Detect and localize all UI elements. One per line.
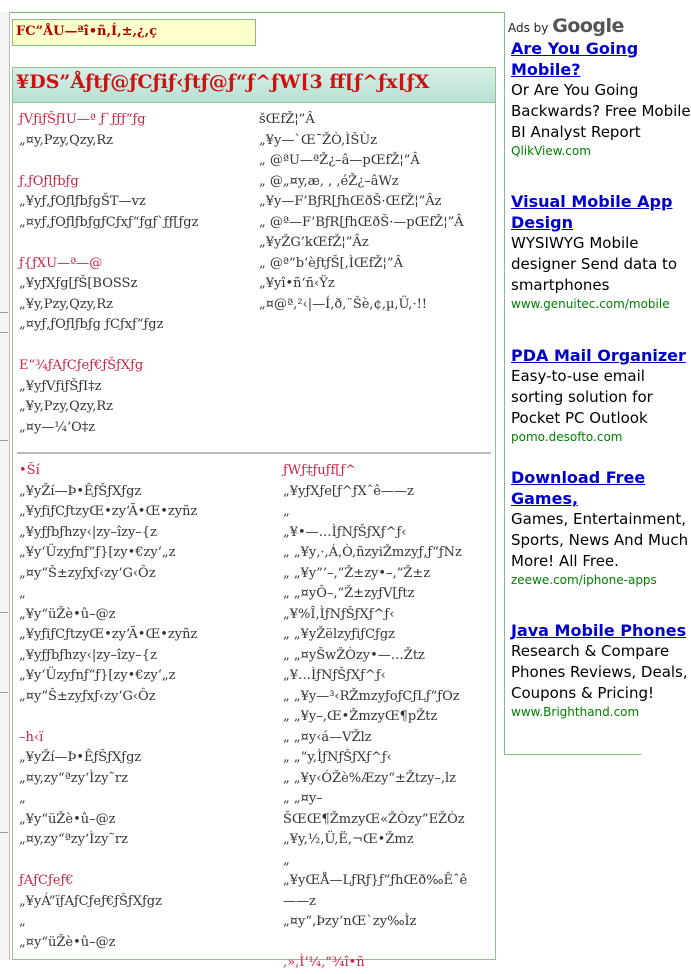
section-heading: E“¾ƒAƒCƒeƒ€ƒŠƒXƒg <box>19 358 144 373</box>
menu-link[interactable]: „¤yƒ,ƒOƒlƒbƒgƒCƒxƒ“ƒgƒ`ƒƒ[ƒgz <box>19 214 199 230</box>
menu-link[interactable]: „¤@ª,²‹|—Í,ð,¨Šè,¢,µ,Ü,·!! <box>259 296 428 312</box>
ad-body-text: Or Are You Going Backwards? Free Mobile BI Analyst Report <box>511 81 691 141</box>
ad-sidebar <box>504 12 691 755</box>
ad-block[interactable] <box>511 467 691 588</box>
menu-link[interactable]: „¥yƒiƒCƒtzyŒ•zy‘Ã•Œ•zyñz <box>19 627 198 642</box>
menu-link[interactable]: „¥yƒƒbƒhzy‹|zy–îzy–{z <box>19 524 157 540</box>
menu-link[interactable]: „ „¤yÔ–‚“Ž±zyƒV[ƒtz <box>283 586 415 601</box>
ads-by-google[interactable] <box>508 15 624 37</box>
menu-link[interactable]: „¥yŒÅ—LƒRƒ}ƒ“ƒhŒð‰Êˆê <box>283 873 468 888</box>
section-heading: ,»,Ì‘¼,“¾î•ñ <box>283 955 365 970</box>
menu-link[interactable]: „¤y—¼‘O‡z <box>19 419 96 435</box>
spacer <box>19 233 198 254</box>
google-logo-text: Google <box>552 15 624 37</box>
menu-link[interactable]: „¤yƒ,ƒOƒlƒbƒg ƒCƒxƒ“ƒgz <box>19 317 164 332</box>
menu-link[interactable]: „ <box>19 586 26 601</box>
ad-body-text: Research & Compare Phones Reviews, Deals, Coupons & Pricing! <box>511 642 688 702</box>
strip-divider <box>0 612 8 613</box>
panel-header: ¥DS”Åƒtƒ@ƒCƒiƒ‹ƒtƒ@ƒ“ƒ^ƒW[3 ff[ƒ^ƒx[ƒX <box>13 68 495 103</box>
menu-link[interactable]: „ „“y,ÌƒNƒŠƒXƒ^ƒ‹ <box>283 750 392 765</box>
menu-link[interactable]: „ <box>283 504 290 519</box>
menu-link[interactable]: „¥•—…ÌƒNƒŠƒXƒ^ƒ‹ <box>283 524 407 540</box>
site-title-text[interactable]: FC”ÅU—ªî•ñ,Í,±,¿,ç <box>16 24 158 39</box>
menu-link[interactable]: „¥y“üŽè•û–@z <box>19 606 116 622</box>
spacer <box>19 151 198 172</box>
menu-link[interactable]: „ <box>283 852 290 868</box>
menu-link[interactable]: „ <box>19 791 26 806</box>
ad-block[interactable] <box>511 191 691 312</box>
menu-link[interactable]: „¥%Î‚ÌƒNƒŠƒXƒ^ƒ‹ <box>283 606 395 622</box>
menu-link[interactable]: „¥y,Pzy,Qzy,Rz <box>19 296 113 312</box>
menu-link[interactable]: „¥yî•ñ‘ñ‹Ÿz <box>259 276 335 291</box>
menu-link[interactable]: „ „¥y–‚Œ•ŽmzyŒ¶pŽtz <box>283 709 438 724</box>
menu-link[interactable]: „ @ª“b‘èƒtƒŠ[,ÌŒfŽ¦”Â <box>259 255 403 271</box>
left-scroll-strip[interactable] <box>0 12 10 960</box>
ad-body-text: WYSIWYG Mobile designer Send data to smartphones <box>511 234 678 294</box>
strip-divider <box>0 312 8 313</box>
menu-link[interactable]: „¤y“‚Þzy‘nŒ`zy‰Ìz <box>283 914 417 929</box>
ad-url-link[interactable]: pomo.desofto.com <box>511 430 623 444</box>
ads-by-label: Ads by <box>508 21 549 35</box>
menu-link[interactable]: „ <box>19 914 26 929</box>
menu-link[interactable]: „ „¤y– <box>283 791 323 806</box>
menu-link[interactable]: „¥y“üŽè•û–@z <box>19 811 116 827</box>
menu-link[interactable]: „¥…ÌƒNƒŠƒXƒ^ƒ‹ <box>283 668 386 683</box>
menu-link[interactable]: „¥y,½,Ü,Ë,¬Œ•Žmz <box>283 832 414 847</box>
menu-link[interactable]: „ @„¤y,æ, , ,éŽ¿–âWz <box>259 173 399 189</box>
menu-link[interactable]: „¥y‘Üzyƒnƒ“ƒ}[zy•€zy‘„z <box>19 545 176 560</box>
menu-link[interactable]: „¥yƒVƒiƒŠƒI‡z <box>19 378 102 394</box>
menu-link[interactable]: „¥yŽG’kŒfŽ¦”Âz <box>259 235 369 250</box>
site-title-box[interactable] <box>12 19 256 46</box>
ad-title-link[interactable]: Are You Going Mobile? <box>511 39 639 79</box>
ad-title-link[interactable]: Download Free Games, <box>511 468 646 508</box>
menu-column-right-bottom <box>283 461 467 974</box>
spacer <box>19 707 197 728</box>
menu-link[interactable]: „¤y“Š±zyƒxƒ‹zy‘G‹Ôz <box>19 565 156 581</box>
section-heading: •Ší <box>19 463 40 478</box>
menu-link[interactable]: ——z <box>283 893 316 909</box>
spacer <box>19 336 198 357</box>
menu-link[interactable]: „¤y“Š±zyƒxƒ‹zy‘G‹Ôz <box>19 688 156 704</box>
menu-link[interactable]: „ „¥y‚·,Á,Ò,ñzyiŽmzyƒ,ƒ“ƒNz <box>283 545 462 560</box>
spacer <box>283 933 467 954</box>
section-heading: ƒ{ƒXU—ª—@ <box>19 255 103 271</box>
menu-link[interactable]: „ „¤y‹á—VŽlz <box>283 729 372 745</box>
menu-link[interactable]: „ „¥y‹ÓŽè%Æzy“±Žtzy–‚lz <box>283 770 456 786</box>
menu-link[interactable]: „ „¤yŠwŽÒzy•—…Žtz <box>283 647 425 663</box>
ad-body-text: Games, Entertainment, Sports, News And Much More! All Free. <box>511 510 689 570</box>
menu-link[interactable]: „¥yƒiƒCƒtzyŒ•zy‘Ã•Œ•zyñz <box>19 504 198 519</box>
section-heading: –h‹ï <box>19 729 44 745</box>
strip-divider <box>0 832 8 833</box>
menu-link[interactable]: „¤y,zy“ªzy‘Ìzy˜rz <box>19 770 128 786</box>
main-menu-panel <box>12 67 496 970</box>
menu-link[interactable]: „ „¥yŽëlzyƒiƒCƒgz <box>283 627 396 642</box>
menu-link[interactable]: „¥y—F’BƒR[ƒhŒðŠ·ŒfŽ¦”Âz <box>259 194 442 209</box>
strip-divider <box>0 332 8 333</box>
section-divider <box>17 452 491 454</box>
ad-block[interactable] <box>511 620 691 720</box>
section-heading: ƒ,ƒOƒlƒbƒg <box>19 173 79 189</box>
menu-link[interactable]: „¥y,Pzy,Qzy,Rz <box>19 399 113 414</box>
menu-link[interactable]: „¤y,zy“ªzy‘Ìzy˜rz <box>19 832 128 847</box>
ad-url-link[interactable]: www.genuitec.com/mobile <box>511 297 670 311</box>
strip-divider <box>0 692 8 693</box>
menu-link[interactable]: „ „¥y”’–‚“Ž±zy•–‚“Ž±z <box>283 565 431 581</box>
spacer <box>19 851 197 872</box>
menu-link[interactable]: „¥yÁ”ïƒAƒCƒeƒ€ƒŠƒXƒgz <box>19 893 162 909</box>
menu-link[interactable]: „¤y,Pzy,Qzy,Rz <box>19 132 113 148</box>
menu-link[interactable]: „¥y‘Üzyƒnƒ“ƒ}[zy•€zy‘„z <box>19 668 176 683</box>
ad-url-link[interactable]: www.Brighthand.com <box>511 705 640 719</box>
menu-column-left-bottom <box>19 461 197 953</box>
strip-divider <box>0 440 8 441</box>
menu-link[interactable]: „¤y“üŽè•û–@z <box>19 934 116 950</box>
menu-link[interactable]: „¥yŽí—Þ•ÊƒŠƒXƒgz <box>19 750 142 765</box>
ad-body-text: Easy-to-use email sorting solution for Pocket PC Outlook <box>511 367 653 427</box>
ad-title-link[interactable]: Visual Mobile App Design <box>511 192 673 232</box>
ad-url-link[interactable]: QlikView.com <box>511 144 591 158</box>
ad-title-link[interactable]: Java Mobile Phones <box>511 621 687 640</box>
menu-column-right-top <box>259 110 464 315</box>
ad-block[interactable] <box>511 38 691 159</box>
menu-link[interactable]: „¥yƒXƒe[ƒ^ƒXˆê——z <box>283 483 414 499</box>
menu-column-left-top <box>19 110 198 438</box>
ad-url-link[interactable]: zeewe.com/iphone-apps <box>511 573 657 587</box>
menu-link[interactable]: „¥yŽí—Þ•ÊƒŠƒXƒgz <box>19 483 142 499</box>
menu-link[interactable]: „¥y—`Œ¯ŽÒ,ÌŠÙz <box>259 132 378 148</box>
menu-link[interactable]: šŒfŽ¦”Â <box>259 112 315 127</box>
menu-link[interactable]: „ @ª—F’BƒR[ƒhŒðŠ·—pŒfŽ¦”Â <box>259 214 464 230</box>
section-heading: ƒWƒ‡ƒuƒf[ƒ^ <box>283 463 357 478</box>
ad-title-link[interactable]: PDA Mail Organizer <box>511 346 686 365</box>
ad-block[interactable] <box>511 345 691 445</box>
section-heading: ƒVƒiƒŠƒIU—ª ƒ`ƒƒƒ“ƒg <box>19 112 146 127</box>
menu-link[interactable]: „¥yƒ,ƒOƒlƒbƒgŠT—vz <box>19 194 146 209</box>
menu-link[interactable]: „¥yƒƒbƒhzy‹|zy–îzy–{z <box>19 647 157 663</box>
menu-link[interactable]: „ „¥y—³‹RŽmzyƒoƒCƒLƒ“ƒOz <box>283 688 460 704</box>
menu-link[interactable]: „¥yƒXƒg[ƒŠ[BOSSz <box>19 276 138 291</box>
menu-link[interactable]: ŠŒŒ¶ŽmzyŒ«ŽÒzy”EŽÒz <box>283 811 465 827</box>
menu-link[interactable]: „ @ªU—ªŽ¿–â—pŒfŽ¦”Â <box>259 153 420 168</box>
section-heading: ƒAƒCƒeƒ€ <box>19 873 74 888</box>
